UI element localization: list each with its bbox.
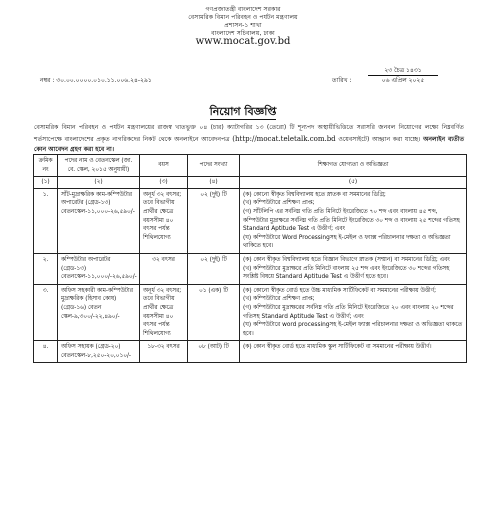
header-line-2: বেসামরিক বিমান পরিবহন ও পর্যটন মন্ত্রণালয় [188, 14, 298, 21]
col-num: (২) [58, 177, 140, 189]
table-row [34, 253, 467, 284]
req-item: (ক) কোন স্বীকৃত বিশ্ববিদ্যালয় হতে বিজ্ঞান বিভাগে স্নাতক (সম্মান) বা সমমানের ডিগ্রি; এবং [243, 256, 450, 263]
date-english: ০৬ এপ্রিল ২০২৫ [381, 77, 425, 84]
req-item: (খ) কম্পিউটারে প্রশিক্ষণ প্রাপ্ত; [243, 200, 315, 207]
row-serial: ৩. [34, 284, 58, 341]
req-item: (গ) কম্পিউটারে মুদ্রাক্ষরের সর্বনিম্ন গতি প্রতি মিনিটে ইংরেজিতে ২০ এবং বাংলায় ২০ শব্দের গতিসহ Standard Aptitude Test এ উত্তীর্ণ; এবং [243, 304, 454, 320]
intro-text: বেসামরিক বিমান পরিবহন ও পর্যটন মন্ত্রণালয়ের রাজস্ব খাতভুক্ত ০৪ (চার) ক্যাটাগরির ১৩ (তেরো) টি শূন্যপদ অস্থায়ীভিত্তিতে সরাসরি জনবল নিয়োগের লক্ষ্যে নিম্নবর্ণিত শর্তসাপেক্ষে বাংলাদেশের প্রকৃত নাগরিকদের নিকট থেকে অনলাইনে আবেদনপত্র [34, 124, 464, 143]
column-number-row [34, 177, 467, 189]
row-post: অফিস সহকারী কাম-কম্পিউটার মুদ্রাক্ষরিক (হিসাব কোষ) (গ্রেড-১৬) বেতন স্কেল-৯,৩০০/-২২,৪৯০/- [58, 284, 140, 341]
header-age: বয়স [140, 155, 188, 177]
row-age: অনূর্ধ ৩২ বৎসর; তবে বিভাগীয় প্রার্থীর ক্ষেত্রে বয়সসীমা ৪০ বৎসর পর্যন্ত শিথিলযোগ্য [140, 188, 188, 253]
notice-title-text: নিয়োগ বিজ্ঞপ্তি [209, 105, 277, 118]
intro-bold-note: অনলাইন ব্যতীত কোন আবেদন গ্রহণ করা হবে না। [34, 135, 465, 153]
ministry-website[interactable]: www.mocat.gov.bd [195, 36, 291, 47]
header-line-4: বাংলাদেশ সচিবালয়, ঢাকা [211, 30, 275, 37]
row-age: অনূর্ধ ৩২ বৎসর; তবে বিভাগীয় প্রার্থীর ক্ষেত্রে বয়সসীমা ৪০ বৎসর পর্যন্ত শিথিলযোগ্য [140, 284, 188, 341]
intro-after-link: ওয়েবসাইটে) আহ্বান করা যাচ্ছে। [338, 135, 421, 143]
row-serial: ৪. [34, 341, 58, 363]
row-post: সাঁট-মুদ্রাক্ষরিক কাম-কম্পিউটার অপারেটর (গ্রেড-১৩) বেতনস্কেল-১১,০০০-২৬,৫৯০/- [58, 188, 140, 253]
req-item: (গ) সাঁটলিপি এর সর্বনিম্ন গতি প্রতি মিনিটে ইংরেজিতে ৭০ শব্দ এবং বাংলায় ৪৫ শব্দ, কম্পিউটার মুদ্রাক্ষরে সর্বনিম্ন গতি প্রতি মিনিটে ইংরেজিতে ৩০ শব্দ ও বাংলায় ২৫ শব্দের গতিসহ Standard Aptitude Test এ উত্তীর্ণ; এবং [243, 208, 460, 233]
table-header-row [34, 155, 467, 177]
header-count: পদের সংখ্যা [188, 155, 240, 177]
row-qualification [240, 284, 467, 341]
row-qualification [240, 253, 467, 284]
table-row [34, 284, 467, 341]
vacancy-table [33, 154, 467, 363]
row-qualification [240, 341, 467, 363]
req-item: (ক) কোনো স্বীকৃত বিশ্ববিদ্যালয় হতে স্নাতক বা সমমানের ডিগ্রি; [243, 191, 386, 198]
col-num: (৪) [188, 177, 240, 189]
row-age: ১৮-৩২ বৎসর [140, 341, 188, 363]
memo-date [368, 66, 438, 85]
date-bangla: ২৩ চৈত্র ১৪৩১ [368, 66, 438, 76]
row-serial: ১. [34, 188, 58, 253]
header-line-1: গণপ্রজাতন্ত্রী বাংলাদেশ সরকার [205, 6, 281, 13]
col-num: (৩) [140, 177, 188, 189]
memo-number: নম্বর : ৩০.০০.০০০০.০১০.১১.০০৬.২৪-২৯১ [40, 77, 152, 84]
intro-paragraph [34, 123, 464, 156]
req-item: (ক) কোনো স্বীকৃত বোর্ড হতে উচ্চ মাধ্যমিক সার্টিফিকেট বা সমমানের পরীক্ষায় উত্তীর্ণ; [243, 287, 437, 294]
row-age: ৩২ বৎসর [140, 253, 188, 284]
row-count: ০২ (দুই) টি [188, 253, 240, 284]
date-label: তারিখ : [332, 77, 352, 84]
row-post: অফিস সহায়ক (গ্রেড-২০) বেতনস্কেল-৮,২৫০-২০,০১০/- [58, 341, 140, 363]
req-item: (ঘ) কম্পিউটারে word processingসহ ই-মেইল ফ্যাক্স পরিচালনার দক্ষতা ও অভিজ্ঞতা থাকতে হবে। [243, 322, 463, 337]
application-link[interactable]: (http://mocat.teletalk.com.bd [232, 134, 336, 143]
header-line-3: প্রশাসন-১ শাখা [224, 22, 262, 29]
row-post: কম্পিউটার অপারেটর (গ্রেড-১৩) বেতনস্কেল-১১,০০০/-২৬,৫৯০/- [58, 253, 140, 284]
notice-title [0, 103, 486, 122]
req-item: (খ) কম্পিউটারে মুদ্রাক্ষরে প্রতি মিনিটে বাংলায় ২৫ শব্দ এবং ইংরেজিতে ৩০ শব্দের গতিসহ সংশ্লিষ্ট বিষয়ে Standard Aptitude Test এ উত্তীর্ণ হতে হবে। [243, 265, 450, 281]
header-post: পদের নাম ও বেতনস্কেল (জা. বে. স্কেল, ২০১৫ অনুযায়ী) [58, 155, 140, 177]
header-qualification: শিক্ষাগত যোগ্যতা ও অভিজ্ঞতা [240, 155, 467, 177]
govt-header [0, 6, 486, 46]
row-count: ০১ (এক) টি [188, 284, 240, 341]
row-qualification [240, 188, 467, 253]
row-serial: ২. [34, 253, 58, 284]
col-num: (৫) [240, 177, 467, 189]
req-item: (খ) কম্পিউটারে প্রশিক্ষণ প্রাপ্ত; [243, 296, 315, 303]
table-row [34, 341, 467, 363]
req-item: (ক) কোন স্বীকৃত বোর্ড হতে মাধ্যমিক স্কুল সার্টিফিকেট বা সমমানের পরীক্ষায় উত্তীর্ণ। [243, 344, 432, 351]
header-serial: ক্রমিক নং [34, 155, 58, 177]
req-item: (ঘ) কম্পিউটারে Word Processingসহ ই-মেইল ও ফ্যাক্স পরিচালনার দক্ষতা ও অভিজ্ঞতা থাকিতে হবে। [243, 234, 451, 250]
row-count: ০২ (দুই) টি [188, 188, 240, 253]
col-num: (১) [34, 177, 58, 189]
table-row [34, 188, 467, 253]
row-count: ০৮ (আট) টি [188, 341, 240, 363]
